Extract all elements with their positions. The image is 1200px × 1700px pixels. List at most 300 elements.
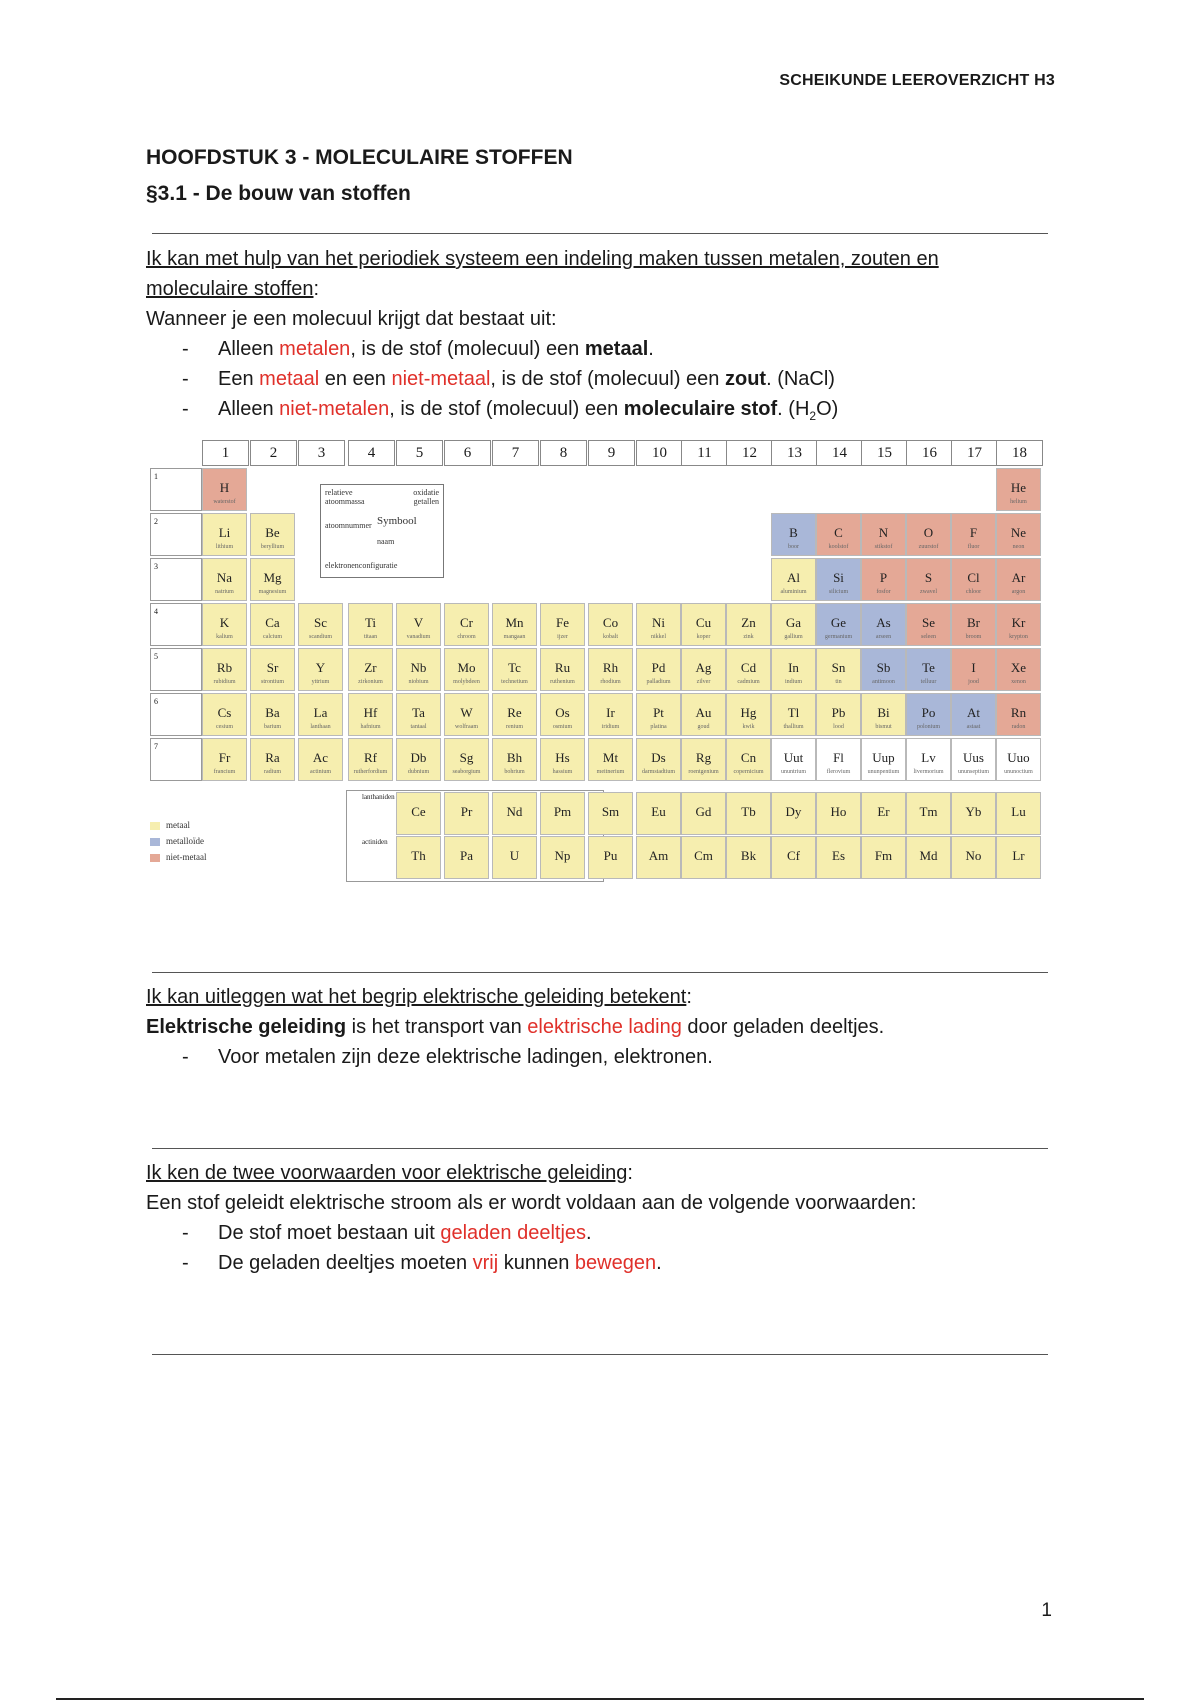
- element-name: hassium: [552, 769, 573, 775]
- page-number: 1: [1041, 1600, 1052, 1621]
- element-cell: [951, 738, 996, 781]
- element-name: actinium: [310, 769, 331, 775]
- element-cell: [681, 738, 726, 781]
- element-symbol: Kr: [1011, 615, 1026, 630]
- element-cell: [906, 648, 951, 691]
- periodic-table-figure: [150, 440, 1062, 880]
- element-symbol: Ar: [1011, 570, 1026, 585]
- element-cell: [540, 648, 585, 691]
- element-symbol: Ba: [265, 705, 280, 720]
- group-header-17: 17: [951, 440, 998, 466]
- element-name: astaat: [966, 724, 981, 730]
- element-symbol: Mg: [263, 570, 282, 585]
- element-symbol: Co: [602, 615, 619, 630]
- element-name: lithium: [215, 544, 234, 550]
- element-name: rutherfordium: [353, 769, 388, 775]
- element-cell: [816, 603, 861, 646]
- block-classification: Ik kan met hulp van het periodiek systeem een indeling maken tussen metalen, zouten en moleculaire stoffen: Wanneer je een molecuul krijgt dat bestaat uit: - Alleen metalen, is de stof (molecuul) een metaal. - Een metaal en een niet-metaal, is de stof (molecuul) een zout. (NaCl) - Alleen niet-metalen, is de stof (molecuul) een moleculaire stof. $(H_2O)$: [146, 244, 1046, 431]
- element-cell: [861, 513, 906, 556]
- element-symbol: In: [788, 660, 799, 675]
- element-cell: [951, 792, 996, 835]
- element-symbol: Fr: [218, 750, 231, 765]
- element-symbol: Bh: [506, 750, 523, 765]
- divider: [152, 233, 1048, 234]
- actinides-label: actiniden: [362, 838, 388, 846]
- element-symbol: Ge: [830, 615, 847, 630]
- element-cell: [636, 693, 681, 736]
- intro-text: Een stof geleidt elektrische stroom als er wordt voldaan aan de volgende voorwaarden:: [146, 1192, 917, 1214]
- element-cell: [540, 603, 585, 646]
- element-name: yttrium: [311, 679, 330, 685]
- element-symbol: At: [967, 705, 980, 720]
- element-symbol: F: [969, 525, 978, 540]
- element-symbol: He: [1010, 480, 1027, 495]
- element-symbol: Dy: [785, 804, 802, 819]
- element-cell: [996, 558, 1041, 601]
- element-cell: [771, 648, 816, 691]
- element-name: zirkonium: [358, 679, 383, 685]
- element-cell: [951, 603, 996, 646]
- period-label-3: 3: [150, 558, 202, 601]
- period-label-4: 4: [150, 603, 202, 646]
- element-symbol: Gd: [695, 804, 712, 819]
- element-cell: [588, 648, 633, 691]
- element-name: tantaal: [410, 724, 427, 730]
- element-cell: [906, 558, 951, 601]
- element-symbol: Sb: [876, 660, 891, 675]
- element-symbol: Rb: [216, 660, 233, 675]
- element-cell: [444, 792, 489, 835]
- element-cell: [996, 648, 1041, 691]
- element-name: koolstof: [828, 544, 849, 550]
- element-symbol: Sr: [266, 660, 279, 675]
- bullet-item: - Alleen niet-metalen, is de stof (molecuul) een moleculaire stof. $(H_2O)$: [146, 394, 1046, 431]
- element-cell: [951, 513, 996, 556]
- element-cell: [396, 693, 441, 736]
- element-cell: [492, 648, 537, 691]
- element-symbol: Uuo: [1007, 750, 1030, 765]
- element-name: silicium: [828, 589, 849, 595]
- element-cell: [996, 513, 1041, 556]
- element-name: magnesium: [258, 589, 287, 595]
- element-cell: [348, 693, 393, 736]
- element-symbol: Fl: [833, 750, 844, 765]
- element-name: natrium: [215, 589, 234, 595]
- element-cell: [444, 836, 489, 879]
- element-symbol: Lr: [1012, 848, 1025, 863]
- element-name: zuurstof: [918, 544, 939, 550]
- element-symbol: Hg: [740, 705, 757, 720]
- element-name: molybdeen: [453, 679, 480, 685]
- element-cell: [202, 738, 247, 781]
- element-name: ijzer: [557, 634, 568, 640]
- element-symbol: Cd: [740, 660, 757, 675]
- element-symbol: Zr: [364, 660, 377, 675]
- element-cell: [202, 693, 247, 736]
- element-symbol: Db: [410, 750, 427, 765]
- element-symbol: Pr: [460, 804, 473, 819]
- element-cell: [588, 603, 633, 646]
- element-symbol: Rh: [602, 660, 619, 675]
- element-cell: [906, 738, 951, 781]
- element-name: arseen: [875, 634, 892, 640]
- element-name: zwavel: [920, 589, 937, 595]
- element-cell: [444, 738, 489, 781]
- element-name: lood: [833, 724, 844, 730]
- period-label-2: 2: [150, 513, 202, 556]
- learning-goal: Ik kan uitleggen wat het begrip elektrische geleiding betekent: [146, 986, 687, 1008]
- element-cell: [861, 603, 906, 646]
- element-symbol: Ds: [651, 750, 666, 765]
- element-symbol: Ir: [606, 705, 615, 720]
- divider: [152, 1148, 1048, 1149]
- element-cell: [861, 836, 906, 879]
- element-symbol: H: [219, 480, 230, 495]
- element-name: jood: [968, 679, 979, 685]
- element-name: zink: [743, 634, 754, 640]
- element-cell: [726, 792, 771, 835]
- element-name: gallium: [784, 634, 803, 640]
- learning-goal: Ik kan met hulp van het periodiek systeem een indeling maken tussen metalen, zouten en moleculaire stoffen: [146, 248, 939, 300]
- element-cell: [726, 693, 771, 736]
- element-name: fluor: [967, 544, 980, 550]
- chapter-title: HOOFDSTUK 3 - MOLECULAIRE STOFFEN: [146, 146, 573, 169]
- group-header-7: 7: [492, 440, 539, 466]
- element-symbol: Lu: [1011, 804, 1026, 819]
- element-symbol: Ho: [830, 804, 847, 819]
- element-symbol: Yb: [965, 804, 982, 819]
- element-name: helium: [1010, 499, 1027, 505]
- group-header-14: 14: [816, 440, 863, 466]
- element-cell: [540, 836, 585, 879]
- element-name: antimoon: [872, 679, 895, 685]
- group-header-18: 18: [996, 440, 1043, 466]
- element-name: stikstof: [874, 544, 893, 550]
- element-symbol: S: [924, 570, 933, 585]
- element-name: germanium: [824, 634, 853, 640]
- element-name: iridium: [601, 724, 620, 730]
- element-cell: [444, 693, 489, 736]
- element-cell: [951, 693, 996, 736]
- element-symbol: Fe: [556, 615, 569, 630]
- element-cell: [492, 603, 537, 646]
- bullet-item: - De geladen deeltjes moeten vrij kunnen bewegen.: [146, 1248, 1046, 1278]
- element-symbol: O: [923, 525, 934, 540]
- element-cell: [726, 648, 771, 691]
- element-name: xenon: [1011, 679, 1026, 685]
- element-symbol: Re: [507, 705, 522, 720]
- group-header-16: 16: [906, 440, 953, 466]
- element-symbol: Hf: [363, 705, 378, 720]
- element-symbol: Cl: [967, 570, 980, 585]
- element-cell: [816, 792, 861, 835]
- element-symbol: Cs: [217, 705, 232, 720]
- element-cell: [250, 558, 295, 601]
- element-name: koper: [696, 634, 711, 640]
- group-header-9: 9: [588, 440, 635, 466]
- bullet-item: - De stof moet bestaan uit geladen deeltjes.: [146, 1218, 1046, 1248]
- element-name: bismut: [875, 724, 892, 730]
- element-symbol: Ra: [265, 750, 280, 765]
- element-cell: [906, 792, 951, 835]
- element-symbol: Au: [695, 705, 712, 720]
- element-cell: [202, 468, 247, 511]
- element-name: osmium: [552, 724, 573, 730]
- element-symbol: N: [878, 525, 889, 540]
- element-name: kwik: [742, 724, 755, 730]
- element-name: vanadium: [406, 634, 431, 640]
- group-header-1: 1: [202, 440, 249, 466]
- element-name: radium: [264, 769, 281, 775]
- group-header-12: 12: [726, 440, 773, 466]
- element-cell: [298, 738, 343, 781]
- element-cell: [816, 513, 861, 556]
- element-cell: [540, 693, 585, 736]
- element-cell: [202, 603, 247, 646]
- bullet-item: - Een metaal en een niet-metaal, is de stof (molecuul) een zout. (NaCl): [146, 364, 1046, 394]
- element-cell: [298, 648, 343, 691]
- element-cell: [816, 836, 861, 879]
- block-conduction-definition: Ik kan uitleggen wat het begrip elektrische geleiding betekent: Elektrische geleiding is het transport van elektrische lading door geladen deeltjes. - Voor metalen zijn deze elektrische ladingen, elektronen.: [146, 982, 1046, 1072]
- element-cell: [636, 738, 681, 781]
- element-name: copernicium: [733, 769, 764, 775]
- element-symbol: Al: [787, 570, 800, 585]
- element-name: mangaan: [503, 634, 526, 640]
- element-name: chloor: [965, 589, 982, 595]
- element-cell: [298, 693, 343, 736]
- element-symbol: Se: [922, 615, 935, 630]
- element-symbol: No: [965, 848, 982, 863]
- element-symbol: Pt: [653, 705, 664, 720]
- element-symbol: Fm: [874, 848, 893, 863]
- element-name: radon: [1011, 724, 1026, 730]
- element-symbol: Bi: [877, 705, 890, 720]
- element-symbol: Ag: [695, 660, 712, 675]
- element-cell: [861, 648, 906, 691]
- element-cell: [861, 792, 906, 835]
- element-cell: [250, 693, 295, 736]
- element-symbol: Br: [967, 615, 980, 630]
- element-symbol: Mt: [602, 750, 619, 765]
- element-cell: [348, 603, 393, 646]
- element-name: polonium: [916, 724, 940, 730]
- element-name: waterstof: [213, 499, 236, 505]
- element-symbol: Ca: [265, 615, 280, 630]
- group-header-15: 15: [861, 440, 908, 466]
- group-header-3: 3: [298, 440, 345, 466]
- element-name: kalium: [216, 634, 233, 640]
- element-symbol: K: [219, 615, 230, 630]
- element-cell: [250, 648, 295, 691]
- element-symbol: Ta: [412, 705, 425, 720]
- element-symbol: Tl: [787, 705, 800, 720]
- element-cell: [681, 693, 726, 736]
- element-symbol: Na: [216, 570, 233, 585]
- element-name: zilver: [696, 679, 711, 685]
- element-cell: [492, 693, 537, 736]
- element-symbol: Ce: [411, 804, 426, 819]
- element-name: darmstadtium: [642, 769, 675, 775]
- element-name: aluminium: [780, 589, 807, 595]
- element-symbol: Sc: [314, 615, 327, 630]
- element-cell: [250, 603, 295, 646]
- element-name: ruthenium: [550, 679, 575, 685]
- element-name: palladium: [646, 679, 671, 685]
- element-symbol: Hs: [555, 750, 570, 765]
- element-symbol: Os: [555, 705, 570, 720]
- element-name: beryllium: [260, 544, 285, 550]
- element-symbol: Lv: [921, 750, 936, 765]
- element-cell: [816, 558, 861, 601]
- element-name: scandium: [309, 634, 332, 640]
- legend-item-metalloid: metalloïde: [150, 836, 204, 846]
- element-symbol: Pm: [553, 804, 572, 819]
- element-symbol: Nd: [506, 804, 523, 819]
- element-cell: [996, 693, 1041, 736]
- element-symbol: I: [971, 660, 976, 675]
- element-symbol: Tc: [508, 660, 521, 675]
- element-cell: [861, 693, 906, 736]
- intro-text: Wanneer je een molecuul krijgt dat bestaat uit:: [146, 308, 557, 330]
- element-cell: [396, 836, 441, 879]
- element-symbol: U: [509, 848, 520, 863]
- element-name: niobium: [408, 679, 429, 685]
- element-symbol: Cm: [694, 848, 713, 863]
- element-cell: [681, 792, 726, 835]
- element-name: flerovium: [826, 769, 851, 775]
- section-title: §3.1 - De bouw van stoffen: [146, 182, 411, 205]
- bullet-item: - Alleen metalen, is de stof (molecuul) een metaal.: [146, 334, 1046, 364]
- group-header-2: 2: [250, 440, 297, 466]
- group-header-4: 4: [348, 440, 395, 466]
- element-name: krypton: [1009, 634, 1028, 640]
- element-symbol: Pb: [831, 705, 846, 720]
- element-cell: [540, 738, 585, 781]
- element-name: rhodium: [600, 679, 621, 685]
- group-header-10: 10: [636, 440, 683, 466]
- element-symbol: Mn: [505, 615, 524, 630]
- element-cell: [348, 738, 393, 781]
- element-symbol: Cr: [460, 615, 473, 630]
- group-header-5: 5: [396, 440, 443, 466]
- element-cell: [771, 738, 816, 781]
- element-name: barium: [264, 724, 281, 730]
- element-symbol: P: [879, 570, 888, 585]
- element-symbol: Pd: [651, 660, 666, 675]
- group-header-11: 11: [681, 440, 728, 466]
- element-symbol: Uup: [872, 750, 895, 765]
- element-cell: [636, 792, 681, 835]
- element-symbol: Rg: [695, 750, 712, 765]
- element-symbol: B: [789, 525, 798, 540]
- element-cell: [681, 648, 726, 691]
- element-symbol: Ti: [364, 615, 377, 630]
- element-cell: [906, 693, 951, 736]
- element-cell: [951, 836, 996, 879]
- element-name: lanthaan: [310, 724, 331, 730]
- element-symbol: Mo: [457, 660, 476, 675]
- element-cell: [588, 792, 633, 835]
- element-symbol: Li: [218, 525, 231, 540]
- element-symbol: Y: [315, 660, 326, 675]
- element-symbol: Ga: [785, 615, 802, 630]
- element-name: seleen: [921, 634, 936, 640]
- element-symbol: Po: [921, 705, 936, 720]
- element-cell: [492, 836, 537, 879]
- element-cell: [816, 738, 861, 781]
- element-symbol: Rn: [1010, 705, 1027, 720]
- element-cell: [816, 693, 861, 736]
- learning-goal: Ik ken de twee voorwaarden voor elektrische geleiding: [146, 1162, 628, 1184]
- element-name: boor: [788, 544, 799, 550]
- element-symbol: Tb: [741, 804, 756, 819]
- element-cell: [492, 738, 537, 781]
- element-symbol: Sm: [601, 804, 620, 819]
- element-symbol: Rf: [364, 750, 377, 765]
- element-cell: [861, 738, 906, 781]
- element-cell: [588, 738, 633, 781]
- element-cell: [202, 648, 247, 691]
- element-cell: [726, 836, 771, 879]
- element-symbol: Sn: [831, 660, 846, 675]
- element-cell: [906, 603, 951, 646]
- element-symbol: Cu: [695, 615, 712, 630]
- element-symbol: Cf: [787, 848, 800, 863]
- element-cell: [444, 648, 489, 691]
- element-cell: [906, 513, 951, 556]
- legend-item-metal: metaal: [150, 820, 190, 830]
- element-symbol: Zn: [741, 615, 756, 630]
- period-label-6: 6: [150, 693, 202, 736]
- element-cell: [951, 648, 996, 691]
- element-cell: [202, 558, 247, 601]
- element-cell: [636, 836, 681, 879]
- document-header: SCHEIKUNDE LEEROVERZICHT H3: [779, 72, 1055, 89]
- element-name: bohrium: [504, 769, 525, 775]
- element-symbol: Pa: [460, 848, 473, 863]
- element-symbol: Tm: [919, 804, 938, 819]
- element-name: titaan: [363, 634, 378, 640]
- element-cell: [636, 648, 681, 691]
- element-name: roentgenium: [688, 769, 719, 775]
- period-label-7: 7: [150, 738, 202, 781]
- divider: [152, 1354, 1048, 1355]
- element-symbol: Ru: [554, 660, 571, 675]
- element-symbol: V: [413, 615, 424, 630]
- lanthanides-label: lanthaniden: [362, 793, 395, 801]
- element-symbol: Xe: [1010, 660, 1027, 675]
- element-symbol: Pu: [603, 848, 618, 863]
- element-symbol: As: [876, 615, 891, 630]
- element-name: livermorium: [913, 769, 944, 775]
- element-cell: [681, 836, 726, 879]
- element-name: renium: [506, 724, 523, 730]
- element-symbol: Es: [832, 848, 845, 863]
- element-name: cesium: [216, 724, 233, 730]
- element-symbol: Eu: [651, 804, 666, 819]
- element-name: seaborgium: [452, 769, 481, 775]
- element-cell: [396, 603, 441, 646]
- element-name: argon: [1011, 589, 1026, 595]
- element-symbol: Ac: [312, 750, 329, 765]
- element-name: francium: [213, 769, 236, 775]
- period-label-5: 5: [150, 648, 202, 691]
- element-name: strontium: [260, 679, 284, 685]
- element-cell: [250, 738, 295, 781]
- element-symbol: Cn: [740, 750, 757, 765]
- element-name: wolfraam: [455, 724, 478, 730]
- element-name: calcium: [263, 634, 282, 640]
